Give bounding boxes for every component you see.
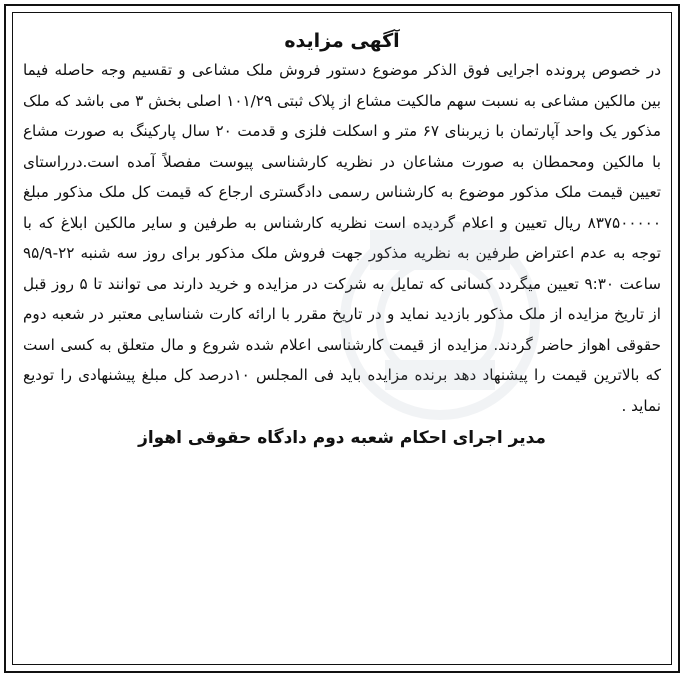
notice-inner-border [12, 12, 672, 665]
notice-outer-border [4, 4, 680, 673]
notice-body: در خصوص پرونده اجرایی فوق الذکر موضوع دستور فروش ملک مشاعی و تقسیم وجه حاصله فیما بین مالکین مشاعی به نسبت سهم مالکیت مشاع از پلاک ثبتی ۱۰۱/۲۹ اصلی بخش ۳ می باشد که ملک مذکور یک واحد آپارتمان با زیربنای ۶۷ متر و اسکلت فلزی و قدمت ۲۰ سال پارکینگ به صورت مشاع با مالکین ومحمطان به صورت مشاعان در نظریه کارشناسی پیوست مفصلاً آمده است.درراستای تعیین قیمت ملک مذکور موضوع به کارشناس رسمی دادگستری ارجاع که قیمت کل ملک مذکور مبلغ ۸۳۷۵۰۰۰۰۰ ریال تعیین و اعلام گردیده است نظریه کارشناس به طرفین و سایر مالکین ابلاغ که با توجه به عدم اعتراض طرفین به نظریه مذکور جهت فروش ملک مذکور برای روز سه شنبه ۲۲-۹۵/۹ ساعت ۹:۳۰ تعیین میگردد کسانی که تمایل به شرکت در مزایده و خرید دارند می توانند تا ۵ روز قبل از تاریخ مزایده از ملک مذکور بازدید نماید و در تاریخ مقرر با ارائه کارت شناسایی معتبر در شعبه دوم حقوقی اهواز حاضر گردند. مزایده از قیمت کارشناسی اعلام شده شروع و مال متعلق به کسی است که بالاترین قیمت را پیشنهاد دهد برنده مزایده باید فی المجلس ۱۰درصد کل مبلغ پیشنهادی را تودیع نماید . [23, 61, 661, 415]
notice-signature: مدیر اجرای احکام شعبه دوم دادگاه حقوقی اهواز [138, 428, 546, 448]
notice-title: آگهی مزایده [284, 30, 400, 52]
